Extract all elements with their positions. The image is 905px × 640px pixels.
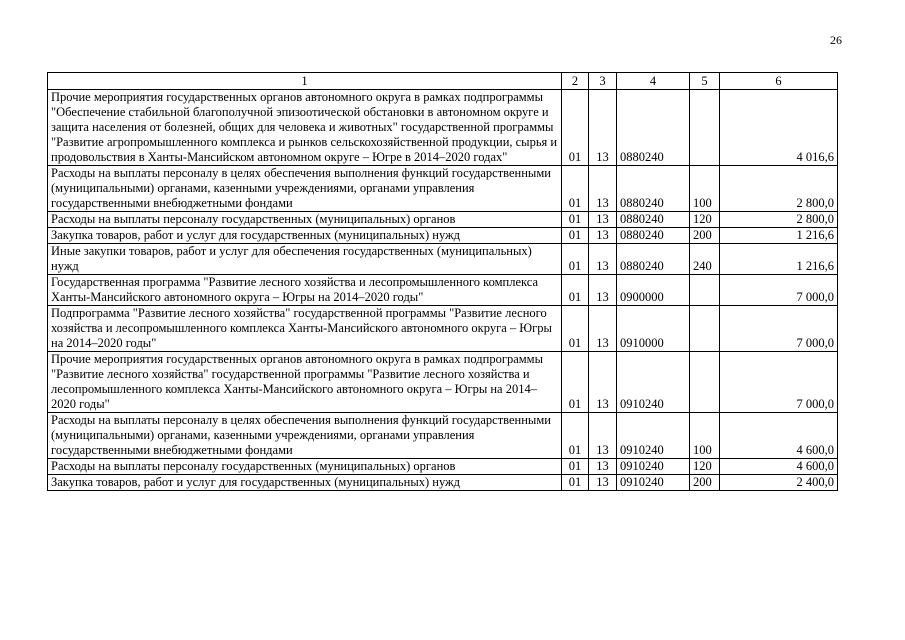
subsection-code-cell: 13 bbox=[589, 352, 617, 413]
header-col-3: 3 bbox=[589, 73, 617, 90]
section-code-cell: 01 bbox=[562, 166, 589, 212]
target-article-code-cell: 0880240 bbox=[617, 90, 690, 166]
target-article-code-cell: 0910240 bbox=[617, 459, 690, 475]
expense-name-cell: Расходы на выплаты персоналу государственных (муниципальных) органов bbox=[48, 459, 562, 475]
section-code-cell: 01 bbox=[562, 90, 589, 166]
table-row bbox=[48, 244, 838, 275]
expense-type-code-cell: 120 bbox=[690, 459, 720, 475]
subsection-code-cell: 13 bbox=[589, 228, 617, 244]
table-row bbox=[48, 212, 838, 228]
section-code-cell: 01 bbox=[562, 228, 589, 244]
subsection-code-cell: 13 bbox=[589, 166, 617, 212]
amount-cell: 4 600,0 bbox=[720, 413, 838, 459]
section-code-cell: 01 bbox=[562, 244, 589, 275]
header-col-5: 5 bbox=[690, 73, 720, 90]
table-row bbox=[48, 352, 838, 413]
header-col-6: 6 bbox=[720, 73, 838, 90]
page-number: 26 bbox=[830, 33, 842, 47]
amount-cell: 7 000,0 bbox=[720, 352, 838, 413]
amount-cell: 2 800,0 bbox=[720, 212, 838, 228]
target-article-code-cell: 0910240 bbox=[617, 352, 690, 413]
expense-type-code-cell: 240 bbox=[690, 244, 720, 275]
table-row bbox=[48, 306, 838, 352]
expense-type-code-cell: 200 bbox=[690, 475, 720, 491]
header-col-2: 2 bbox=[562, 73, 589, 90]
target-article-code-cell: 0910000 bbox=[617, 306, 690, 352]
section-code-cell: 01 bbox=[562, 275, 589, 306]
budget-table bbox=[47, 72, 838, 491]
expense-name-cell: Подпрограмма "Развитие лесного хозяйства" государственной программы "Развитие лесного хозяйства и лесопромышленного комплекса Ханты-Мансийского автономного округа – Югры на 2014–2020 годы" bbox=[48, 306, 562, 352]
amount-cell: 7 000,0 bbox=[720, 306, 838, 352]
expense-name-cell: Расходы на выплаты персоналу государственных (муниципальных) органов bbox=[48, 212, 562, 228]
subsection-code-cell: 13 bbox=[589, 475, 617, 491]
expense-type-code-cell: 100 bbox=[690, 166, 720, 212]
section-code-cell: 01 bbox=[562, 212, 589, 228]
subsection-code-cell: 13 bbox=[589, 306, 617, 352]
subsection-code-cell: 13 bbox=[589, 90, 617, 166]
expense-type-code-cell bbox=[690, 275, 720, 306]
expense-name-cell: Расходы на выплаты персоналу в целях обеспечения выполнения функций государственными (муниципальными) органами, казенными учреждениями, органами управления государственными внебюджетными фондами bbox=[48, 166, 562, 212]
table-row bbox=[48, 90, 838, 166]
target-article-code-cell: 0880240 bbox=[617, 166, 690, 212]
expense-type-code-cell bbox=[690, 90, 720, 166]
expense-type-code-cell: 120 bbox=[690, 212, 720, 228]
table-row bbox=[48, 275, 838, 306]
subsection-code-cell: 13 bbox=[589, 459, 617, 475]
amount-cell: 4 600,0 bbox=[720, 459, 838, 475]
target-article-code-cell: 0910240 bbox=[617, 475, 690, 491]
table-row bbox=[48, 459, 838, 475]
header-col-4: 4 bbox=[617, 73, 690, 90]
table-row bbox=[48, 228, 838, 244]
target-article-code-cell: 0900000 bbox=[617, 275, 690, 306]
amount-cell: 7 000,0 bbox=[720, 275, 838, 306]
table-header bbox=[48, 73, 838, 90]
expense-name-cell: Государственная программа "Развитие лесного хозяйства и лесопромышленного комплекса Ханты-Мансийского автономного округа – Югры на 2014–2020 годы" bbox=[48, 275, 562, 306]
expense-type-code-cell bbox=[690, 352, 720, 413]
target-article-code-cell: 0880240 bbox=[617, 244, 690, 275]
table-body bbox=[48, 90, 838, 491]
section-code-cell: 01 bbox=[562, 352, 589, 413]
table-row bbox=[48, 166, 838, 212]
subsection-code-cell: 13 bbox=[589, 275, 617, 306]
expense-type-code-cell: 100 bbox=[690, 413, 720, 459]
header-col-1: 1 bbox=[48, 73, 562, 90]
target-article-code-cell: 0910240 bbox=[617, 413, 690, 459]
expense-name-cell: Прочие мероприятия государственных органов автономного округа в рамках подпрограммы "Развитие лесного хозяйства" государственной программы "Развитие лесного хозяйства и лесопромышленного комплекса Ханты-Мансийского автономного округа – Югры на 2014–2020 годы" bbox=[48, 352, 562, 413]
target-article-code-cell: 0880240 bbox=[617, 212, 690, 228]
amount-cell: 2 800,0 bbox=[720, 166, 838, 212]
section-code-cell: 01 bbox=[562, 306, 589, 352]
amount-cell: 4 016,6 bbox=[720, 90, 838, 166]
amount-cell: 1 216,6 bbox=[720, 244, 838, 275]
section-code-cell: 01 bbox=[562, 413, 589, 459]
expense-name-cell: Расходы на выплаты персоналу в целях обеспечения выполнения функций государственными (муниципальными) органами, казенными учреждениями, органами управления государственными внебюджетными фондами bbox=[48, 413, 562, 459]
subsection-code-cell: 13 bbox=[589, 413, 617, 459]
expense-name-cell: Прочие мероприятия государственных органов автономного округа в рамках подпрограммы "Обеспечение стабильной благополучной эпизоотической обстановки в автономном округе и защита населения от болезней, общих для человека и животных" государственной программы "Развитие агропромышленного комплекса и рынков сельскохозяйственной продукции, сырья и продовольствия в Ханты-Мансийском автономном округе – Югре в 2014–2020 годах" bbox=[48, 90, 562, 166]
subsection-code-cell: 13 bbox=[589, 212, 617, 228]
expense-name-cell: Иные закупки товаров, работ и услуг для обеспечения государственных (муниципальных) нужд bbox=[48, 244, 562, 275]
amount-cell: 1 216,6 bbox=[720, 228, 838, 244]
expense-name-cell: Закупка товаров, работ и услуг для государственных (муниципальных) нужд bbox=[48, 475, 562, 491]
amount-cell: 2 400,0 bbox=[720, 475, 838, 491]
table-row bbox=[48, 413, 838, 459]
section-code-cell: 01 bbox=[562, 475, 589, 491]
subsection-code-cell: 13 bbox=[589, 244, 617, 275]
expense-name-cell: Закупка товаров, работ и услуг для государственных (муниципальных) нужд bbox=[48, 228, 562, 244]
header-row bbox=[48, 73, 838, 90]
expense-type-code-cell: 200 bbox=[690, 228, 720, 244]
section-code-cell: 01 bbox=[562, 459, 589, 475]
expense-type-code-cell bbox=[690, 306, 720, 352]
table-row bbox=[48, 475, 838, 491]
target-article-code-cell: 0880240 bbox=[617, 228, 690, 244]
